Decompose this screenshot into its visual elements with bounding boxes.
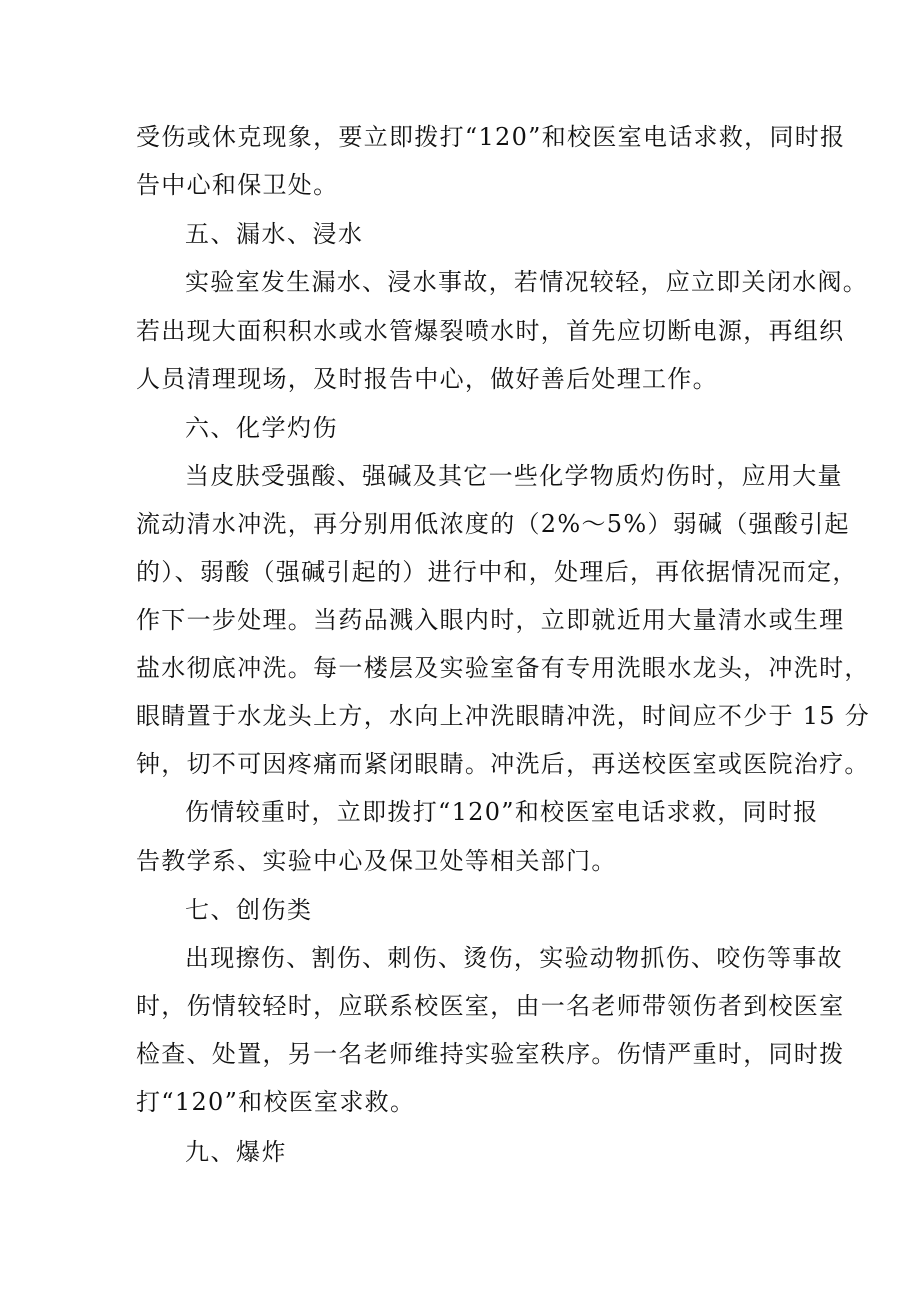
section-heading-trauma: 七、创伤类: [185, 896, 313, 924]
body-text-line: 检查、处置，另一名老师维持实验室秩序。伤情严重时，同时拨: [136, 1040, 845, 1068]
body-text-line: 的）、弱酸（强碱引起的）进行中和，处理后，再依据情况而定，: [136, 558, 858, 586]
section-heading-explosion: 九、爆炸: [185, 1138, 287, 1166]
body-text-line: 时，伤情较轻时，应联系校医室，由一名老师带领伤者到校医室: [136, 992, 845, 1020]
body-text-line: 钟，切不可因疼痛而紧闭眼睛。冲洗后，再送校医室或医院治疗。: [136, 750, 870, 778]
body-text-line: 当皮肤受强酸、强碱及其它一些化学物质灼伤时，应用大量: [185, 462, 843, 490]
body-text-line: 伤情较重时，立即拨打“120”和校医室电话求救，同时报: [185, 798, 819, 826]
body-text-line: 人员清理现场，及时报告中心，做好善后处理工作。: [136, 365, 718, 393]
body-text-line: 实验室发生漏水、浸水事故，若情况较轻，应立即关闭水阀。: [185, 268, 869, 296]
body-text-line: 盐水彻底冲洗。每一楼层及实验室备有专用洗眼水龙头，冲洗时，: [136, 654, 870, 682]
section-heading-leak: 五、漏水、浸水: [185, 220, 364, 248]
body-text-line: 告中心和保卫处。: [136, 171, 339, 199]
body-text-line: 告教学系、实验中心及保卫处等相关部门。: [136, 847, 617, 875]
body-text-line: 作下一步处理。当药品溅入眼内时，立即就近用大量清水或生理: [136, 606, 845, 634]
body-text-line: 眼睛置于水龙头上方，水向上冲洗眼睛冲洗，时间应不少于 15 分: [136, 702, 871, 730]
body-text-line: 若出现大面积积水或水管爆裂喷水时，首先应切断电源，再组织: [136, 317, 845, 345]
section-heading-chemical-burn: 六、化学灼伤: [185, 414, 338, 442]
body-text-line: 受伤或休克现象，要立即拨打“120”和校医室电话求救，同时报: [136, 123, 846, 151]
body-text-line: 出现擦伤、割伤、刺伤、烫伤，实验动物抓伤、咬伤等事故: [185, 944, 843, 972]
body-text-line: 打“120”和校医室求救。: [136, 1088, 416, 1116]
body-text-line: 流动清水冲洗，再分别用低浓度的（2%～5%）弱碱（强酸引起: [136, 510, 850, 538]
